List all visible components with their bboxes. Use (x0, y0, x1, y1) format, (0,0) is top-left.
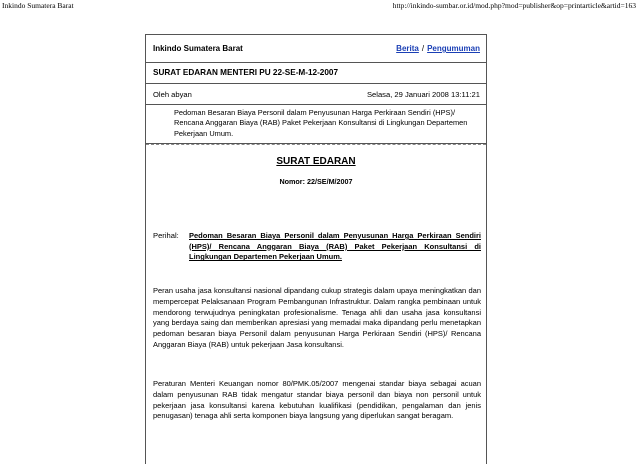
article-meta-row (145, 83, 487, 104)
article-title-row (145, 62, 487, 83)
divider (146, 144, 486, 145)
article-summary-row (145, 104, 487, 144)
breadcrumb-separator: / (421, 44, 425, 53)
article-date: Selasa, 29 Januari 2008 13:11:21 (366, 90, 480, 99)
site-header-row (145, 34, 487, 62)
print-header (0, 0, 638, 12)
document-number: Nomor: 22/SE/M/2007 (279, 177, 353, 186)
article-body (145, 144, 487, 464)
print-header-title: Inkindo Sumatera Barat (2, 1, 74, 10)
breadcrumb (396, 44, 480, 53)
document-heading: SURAT EDARAN (276, 156, 356, 167)
article-document (145, 34, 488, 454)
body-paragraph-1: Peran usaha jasa konsultansi nasional dipandang cukup strategis dalam upaya meningkatkan dan mempercepat Pelaksanaan Program Pembangunan Infrastruktur. Dalam rangka pembinaan untuk mendorong terwujudnya peningkatan profesionalisme. Tenaga ahli dan usaha jasa konsultansi yang berdaya saing dan memberikan apresiasi yang memadai maka dipandang perlu menetapkan pedoman besaran biaya Personil dalam penyusunan Harga Perkiraan Sendiri (HPS)/ Rencana Anggaran Biaya (RAB) untuk pekerjaan Jasa konsultansi. (153, 286, 481, 349)
site-title: Inkindo Sumatera Barat (153, 44, 243, 53)
article-summary: Pedoman Besaran Biaya Personil dalam Penyusunan Harga Perkiraan Sendiri (HPS)/ Rencana Anggaran Biaya (RAB) Paket Pekerjaan Konsultansi di Lingkungan Departemen Pekerjaan Umum. (174, 108, 468, 138)
article-author: Oleh abyan (153, 90, 192, 99)
body-paragraph-2: Peraturan Menteri Keuangan nomor 80/PMK.05/2007 mengenai standar biaya sebagai acuan dalam penyusunan RAB tidak mengatur standar biaya personil dan biaya non personil untuk pekerjaan jasa konsultansi karena kebutuhan kualifikasi (pendidikan, pengalaman dan jenis penugasan) tenaga ahli serta komponen biaya langsung yang diperlukan sangat beragam. (153, 379, 481, 421)
breadcrumb-link-pengumuman[interactable]: Pengumuman (427, 44, 480, 53)
perihal-label: Perihal: (153, 231, 179, 240)
print-header-url: http://inkindo-sumbar.or.id/mod.php?mod=publisher&op=printarticle&artid=163 (392, 1, 636, 10)
perihal-text: Pedoman Besaran Biaya Personil dalam Penyusunan Harga Perkiraan Sendiri (HPS)/ Rencana Anggaran Biaya (RAB) Paket Pekerjaan Konsultansi di Lingkungan Departemen Pekerjaan Umum. (189, 231, 481, 262)
breadcrumb-link-berita[interactable]: Berita (396, 44, 419, 53)
article-title: SURAT EDARAN MENTERI PU 22-SE-M-12-2007 (153, 68, 339, 77)
